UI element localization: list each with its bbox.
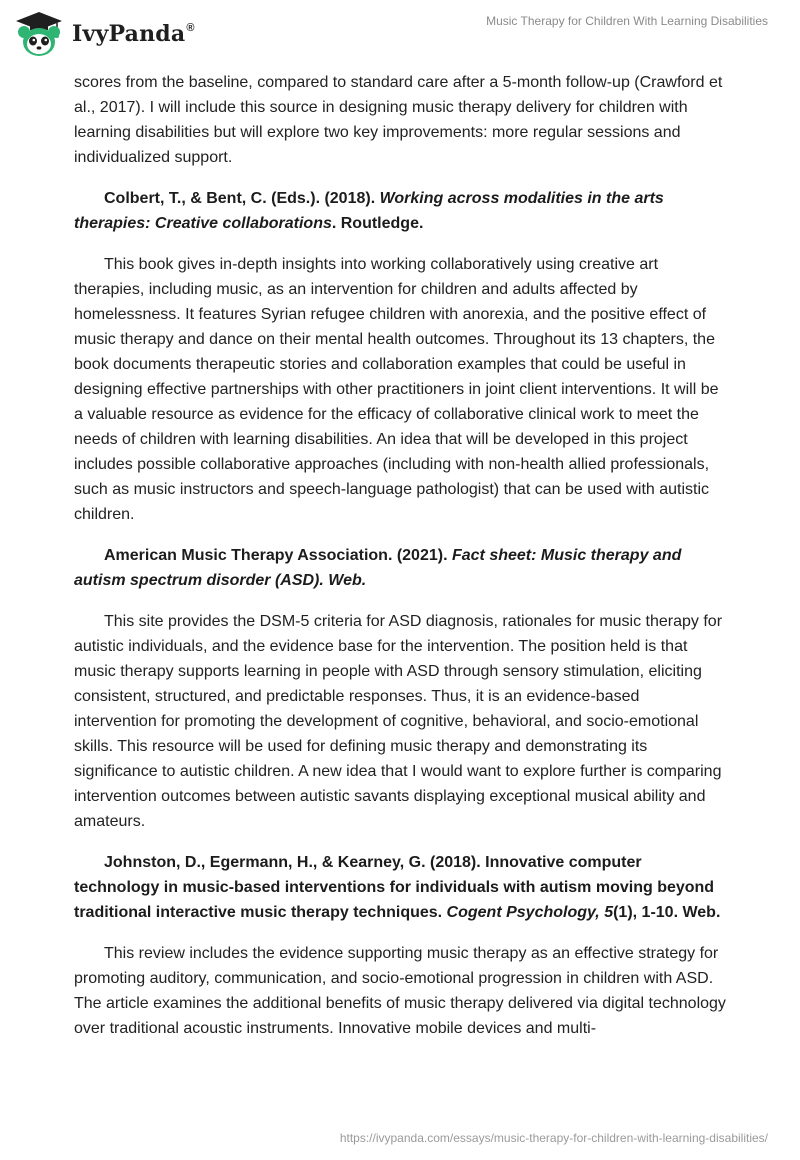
document-title: Music Therapy for Children With Learning Disabilities [486,14,768,28]
annotation-amta: This site provides the DSM-5 criteria for ASD diagnosis, rationales for music therapy for autistic individuals, and the evidence base for the intervention. The position held is that music therapy supports learning in people with ASD through sensory stimulation, eliciting consistent, structured, and predictable responses. Thus, it is an evidence-based intervention for promoting the development of cognitive, behavioral, and socio-emotional skills. This resource will be used for defining music therapy and demonstrating its significance to autistic children. A new idea that I would want to explore further is comparing intervention outcomes between autistic savants displaying exceptional musical ability and amateurs. [74,613,723,830]
registered-mark: ® [186,22,195,34]
annotation-johnston: This review includes the evidence supporting music therapy as an effective strategy for promoting auditory, communication, and socio-emotional progression in children with ASD. The article examines the additional benefits of music therapy delivered via digital technology over traditional acoustic instruments. Innovative mobile devices and multi- [74,945,726,1037]
annotation-colbert: This book gives in-depth insights into working collaboratively using creative art therapies, including music, as an intervention for children and adults affected by homelessness. It features Syrian refugee children with anorexia, and the positive effect of music therapy and dance on their mental health outcomes. Throughout its 13 chapters, the book documents therapeutic stories and collaboration examples that could be useful in designing effective partnerships with other practitioners in joint client interventions. It will be a valuable resource as evidence for the efficacy of collaborative clinical work to meet the needs of children with learning disabilities. An idea that will be developed in this project includes possible collaborative approaches (including with non-health allied professionals, such as music instructors and speech-language pathologist) that can be used with autistic children. [74,256,719,523]
reference-amta: American Music Therapy Association. (2021). Fact sheet: Music therapy and autism spectrum disorder (ASD). Web. [74,547,682,589]
brand-logo[interactable] [12,10,195,58]
source-url[interactable]: https://ivypanda.com/essays/music-therapy-for-children-with-learning-disabilities/ [339,1131,768,1145]
brand-name: IvyPanda® [72,21,195,47]
page-header [0,0,800,70]
panda-graduate-icon [12,10,66,58]
essay-body [74,70,726,1057]
reference-johnston: Johnston, D., Egermann, H., & Kearney, G. (2018). Innovative computer technology in music-based interventions for individuals with autism moving beyond traditional interactive music therapy techniques. Cogent Psychology, 5(1), 1-10. Web. [74,854,721,921]
paragraph-continuation: scores from the baseline, compared to standard care after a 5-month follow-up (Crawford et al., 2017). I will include this source in designing music therapy delivery for children with learning disabilities but will explore two key improvements: more regular sessions and individualized support. [74,74,723,166]
reference-colbert: Colbert, T., & Bent, C. (Eds.). (2018). Working across modalities in the arts therapies: Creative collaborations. Routledge. [74,190,664,232]
